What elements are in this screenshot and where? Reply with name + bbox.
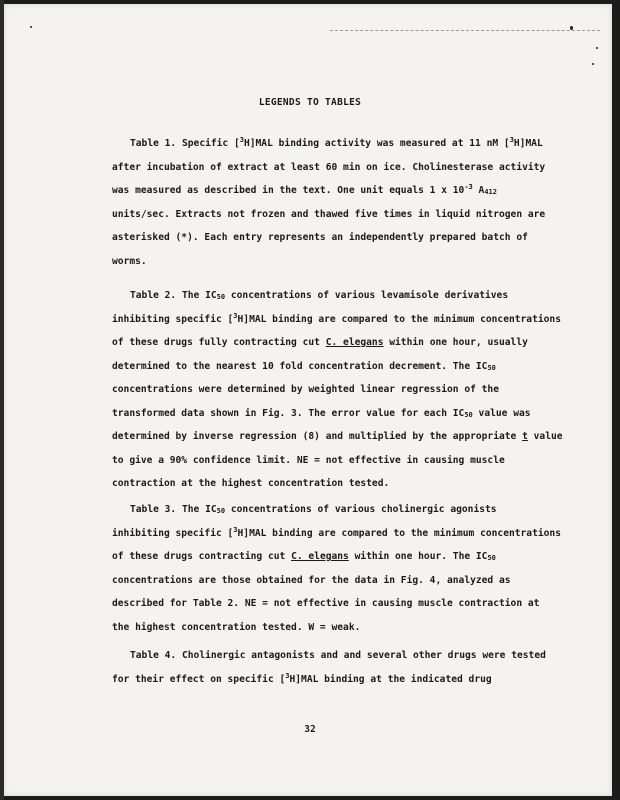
text-line	[112, 132, 567, 156]
text-span: of these drugs contracting cut	[112, 551, 292, 562]
legend-table-2	[112, 284, 567, 496]
text-line: units/sec. Extracts not frozen and thawed five times in liquid nitrogen are	[112, 208, 546, 220]
text-line: asterisked (*). Each entry represents an independently prepared batch of	[112, 232, 528, 243]
scan-speck	[592, 63, 594, 65]
text-span: inhibiting specific [	[112, 313, 234, 325]
page-title: LEGENDS TO TABLES	[258, 97, 362, 108]
subscript: 50	[487, 363, 496, 372]
text-line: worms.	[112, 255, 147, 267]
text-span: for their effect on specific [	[112, 673, 286, 685]
text-line: the highest concentration tested. W = weak.	[112, 621, 361, 633]
text-span: H]MAL binding are compared to the minimum concentrations	[237, 313, 561, 325]
t-symbol: t	[522, 431, 528, 442]
legend-table-3	[112, 498, 567, 639]
scan-speck	[570, 26, 573, 30]
text-span: determined by inverse regression (8) and multiplied by the appropriate	[112, 431, 523, 442]
text-span: within one hour. The IC	[348, 551, 488, 562]
superscript: 3	[233, 311, 238, 320]
text-span: within one hour, usually	[383, 337, 528, 348]
subscript: 50	[216, 293, 226, 301]
table-label: Table 2.	[130, 290, 177, 301]
table-label: Table 1.	[130, 138, 177, 149]
text-span: was measured as described in the text. One unit equals 1 x 10	[112, 185, 465, 196]
text-span: transformed data shown in Fig. 3. The error value for each IC	[112, 407, 465, 419]
text-span: concentrations of various cholinergic agonists	[225, 504, 497, 515]
subscript: 50	[487, 554, 496, 562]
subscript: 50	[464, 410, 473, 419]
text-line	[112, 308, 567, 332]
superscript: -3	[464, 183, 473, 191]
text-line	[112, 179, 567, 203]
text-span: value	[527, 431, 563, 442]
table-label: Table 4.	[130, 650, 177, 661]
text-span: The IC	[176, 290, 217, 301]
text-line	[112, 668, 567, 692]
text-line	[112, 402, 567, 426]
text-span: H]MAL	[513, 138, 543, 149]
text-line	[112, 498, 567, 522]
subscript: 412	[484, 188, 497, 196]
scan-speck	[596, 47, 598, 49]
top-rule	[330, 30, 600, 31]
superscript: 3	[285, 671, 290, 680]
species-name: C. elegans	[325, 337, 384, 348]
text-line	[112, 331, 567, 355]
text-line: concentrations were determined by weighted linear regression of the	[112, 384, 499, 395]
legend-table-4	[112, 644, 567, 691]
text-span: A	[472, 185, 485, 196]
text-span: H]MAL binding are compared to the minimum concentrations	[237, 527, 561, 539]
text-span: H]MAL binding activity was measured at 11 nM [	[243, 138, 510, 149]
table-label: Table 3.	[130, 504, 177, 515]
page-number: 32	[304, 724, 316, 735]
text-line: after incubation of extract at least 60 min on ice. Cholinesterase activity	[112, 161, 546, 173]
text-line	[112, 355, 567, 379]
text-span: The IC	[176, 504, 217, 515]
text-line	[112, 545, 567, 569]
subscript: 50	[216, 507, 226, 515]
text-span: concentrations of various levamisole derivatives	[225, 290, 509, 301]
text-line	[112, 644, 567, 668]
text-span: H]MAL binding at the indicated drug	[289, 673, 492, 685]
text-span: Specific [	[176, 138, 240, 149]
text-line: described for Table 2. NE = not effective in causing muscle contraction at	[112, 598, 540, 609]
superscript: 3	[233, 525, 238, 534]
text-span: inhibiting specific [	[112, 527, 234, 539]
text-line	[112, 284, 567, 308]
scan-speck	[30, 26, 32, 28]
text-line	[112, 522, 567, 546]
text-span: determined to the nearest 10 fold concentration decrement. The IC	[112, 360, 488, 372]
text-line: contraction at the highest concentration tested.	[112, 478, 390, 489]
superscript: 3	[509, 136, 514, 144]
text-line	[112, 425, 567, 449]
text-span: value was	[472, 407, 531, 419]
text-line: to give a 90% confidence limit. NE = not effective in causing muscle	[112, 454, 505, 466]
species-name: C. elegans	[291, 551, 349, 562]
superscript: 3	[239, 136, 244, 144]
legend-table-1	[112, 132, 567, 273]
text-line: concentrations are those obtained for the data in Fig. 4, analyzed as	[112, 574, 511, 586]
text-span: of these drugs fully contracting cut	[112, 337, 326, 348]
text-span: Cholinergic antagonists and and several other drugs were tested	[176, 650, 546, 661]
